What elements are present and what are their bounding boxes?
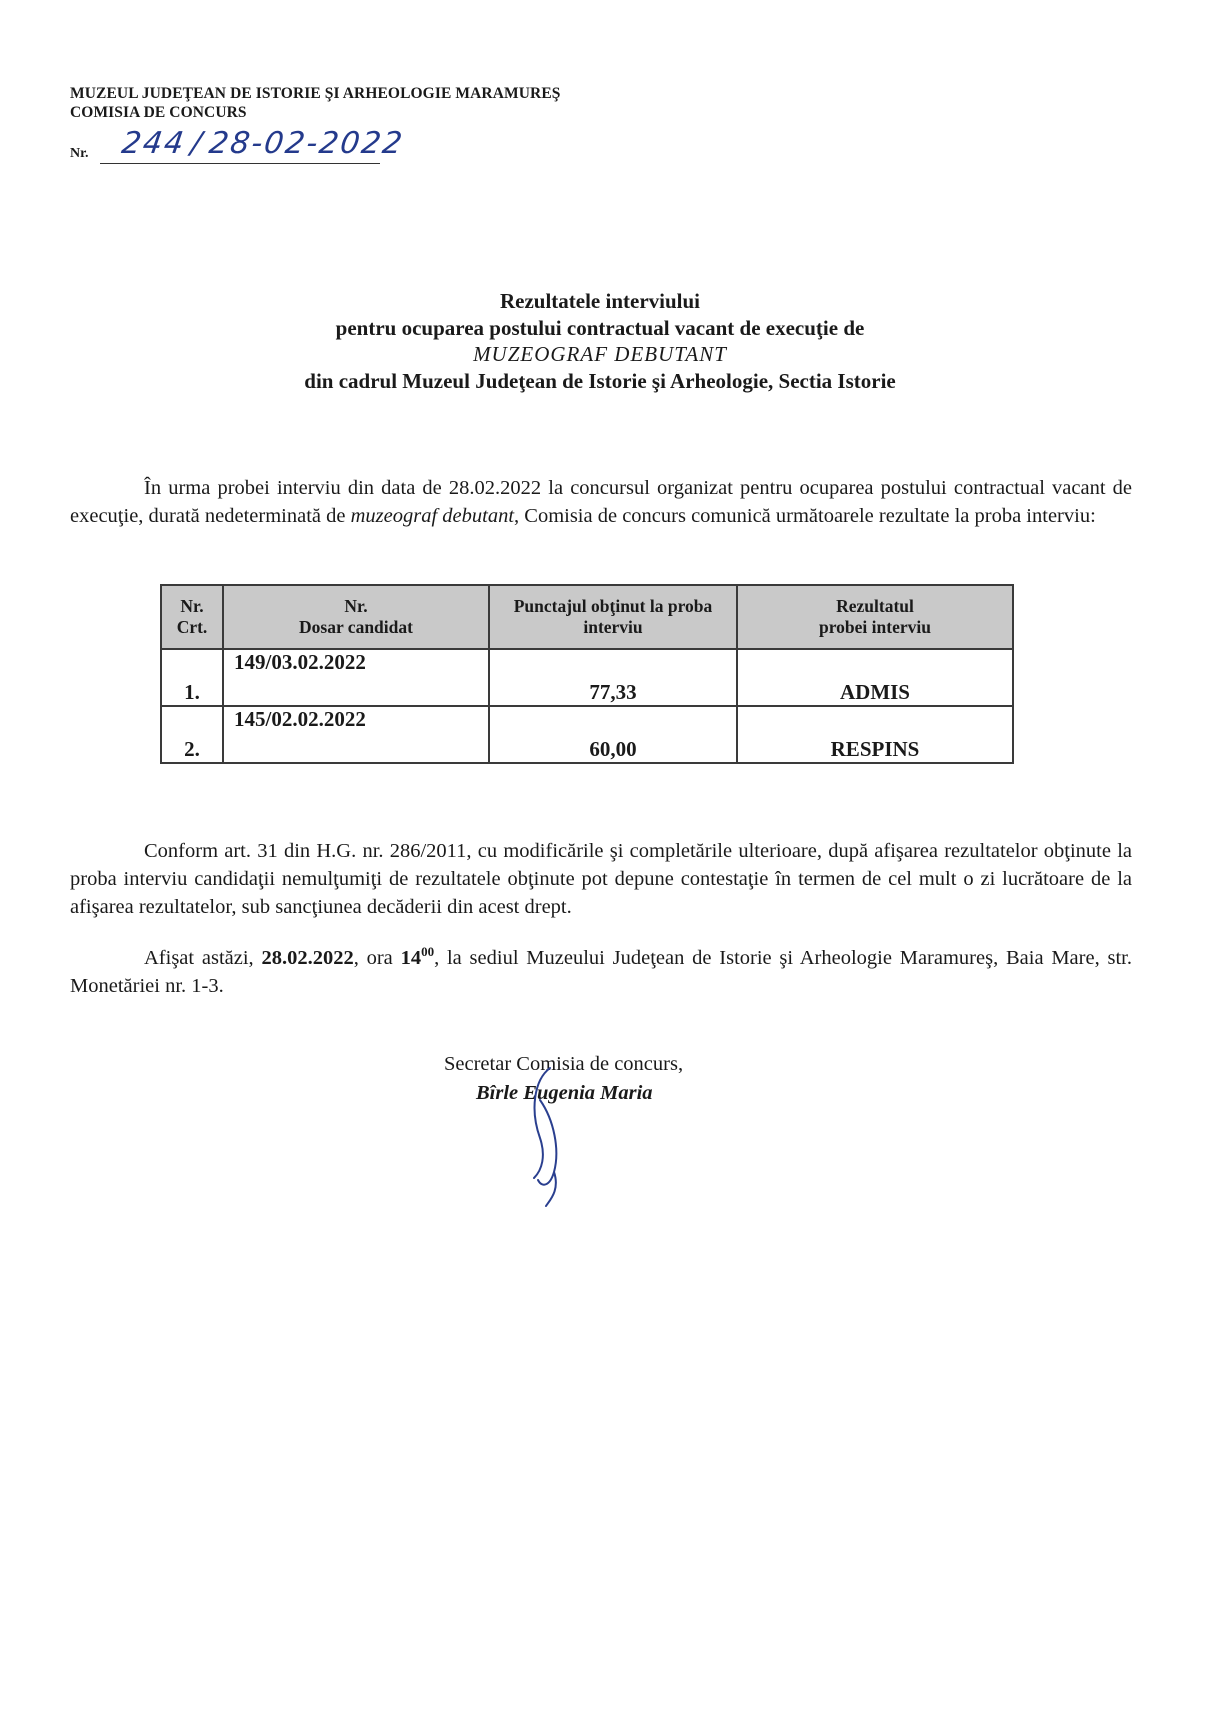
header-dosar: Nr. Dosar candidat [223,585,489,649]
institution-name: MUZEUL JUDEŢEAN DE ISTORIE ŞI ARHEOLOGIE MARAMUREŞ [70,85,561,102]
title-line-1: Rezultatele interviului [499,289,701,313]
registration-underline [100,163,380,164]
document-title [120,288,1080,394]
registration-number [70,126,407,170]
intro-position-italic: muzeograf debutant [350,505,515,527]
legal-text: Conform art. 31 din H.G. nr. 286/2011, cu modificările şi completările ulterioare, după afişarea rezultatelor obţinute la proba interviu candidaţii nemulţumiţi de rezultatele obţinute pot depune contestaţie în termen de cel mult o zi lucrătoare de la afişarea rezultatelor, sub sancţiunea decăderii din acest drept. [70,840,1132,918]
posting-suffix: , la sediul Muzeului Judeţean de Istorie şi Arheologie Maramureş, Baia Mare, str. Monetăriei nr. 1-3. [70,947,1132,997]
commission-name: COMISIA DE CONCURS [70,104,247,121]
table-header-row [161,585,1013,649]
results-table [160,584,1014,764]
registration-separator: / [188,126,206,161]
registration-date: 28-02-2022 [206,126,407,161]
intro-text-1: În urma probei interviu din data de 28.02.2022 la concursul organizat pentru ocuparea postului contractual vacant de execuţie, durată nedeterminată de [70,477,1132,527]
table-row [161,706,1013,763]
header-nr-crt: Nr. Crt. [161,585,223,649]
posting-minutes: 00 [421,944,435,960]
title-line-2: pentru ocuparea postului contractual vacant de execuţie de [335,315,865,340]
row-result: RESPINS [737,706,1013,763]
document-header [70,84,560,122]
posting-hour: 14 [400,947,422,969]
header-rezultat: Rezultatul probei interviu [737,585,1013,649]
handwritten-signature [520,1060,580,1210]
header-punctaj: Punctajul obţinut la proba interviu [489,585,737,649]
posting-date: 28.02.2022 [261,947,354,969]
registration-number-value: 244 [119,126,188,161]
row-dosar: 145/02.02.2022 [223,706,489,763]
row-number: 1. [161,649,223,706]
posting-ora-label: , ora [353,947,401,969]
posting-paragraph [70,944,1132,1000]
handwritten-registration [120,126,413,161]
row-score: 60,00 [489,706,737,763]
table-row [161,649,1013,706]
row-number: 2. [161,706,223,763]
row-score: 77,33 [489,649,737,706]
signature-role: Secretar Comisia de concurs, [444,1053,684,1075]
nr-label: Nr. [70,146,89,161]
row-dosar: 149/03.02.2022 [223,649,489,706]
position-name: MUZEOGRAF DEBUTANT [473,342,727,366]
intro-text-2: , Comisia de concurs comunică următoarele rezultate la proba interviu: [514,505,1096,527]
posting-prefix: Afişat astăzi, [144,947,262,969]
signature-name: Bîrle Eugenia Maria [476,1082,653,1104]
row-result: ADMIS [737,649,1013,706]
legal-paragraph [70,837,1132,921]
intro-paragraph [70,474,1132,530]
title-line-4: din cadrul Muzeul Judeţean de Istorie şi Arheologie, Sectia Istorie [304,368,896,393]
